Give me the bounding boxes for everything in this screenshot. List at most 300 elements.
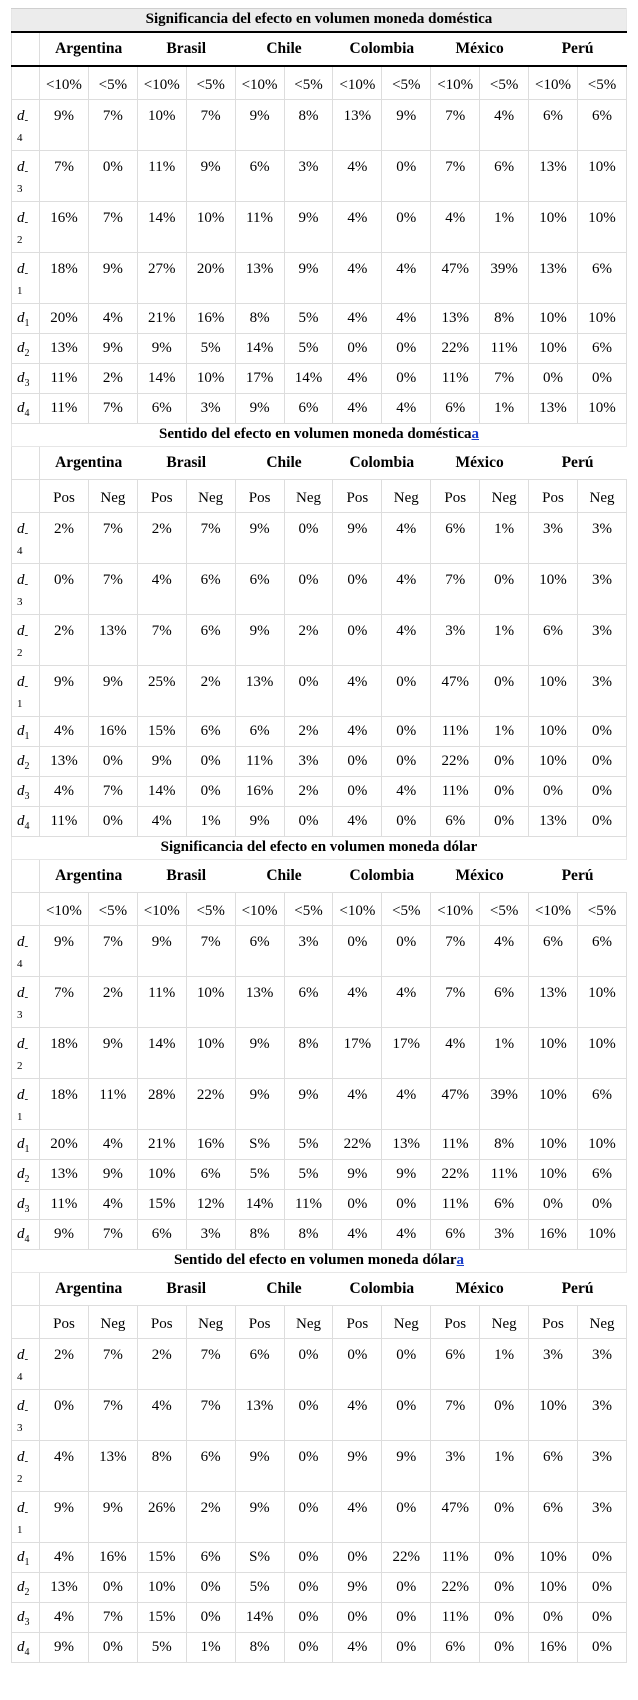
table-cell: 14% [137,777,186,807]
row-label-index: 2 [17,1473,23,1485]
table-cell: 10% [137,1160,186,1190]
table-cell: 4% [382,304,431,334]
row-label-var: d [17,623,25,639]
table-cell: 0% [284,666,333,717]
table-cell: 4% [333,151,382,202]
table-cell: 18% [40,253,89,304]
table-cell: 10% [186,364,235,394]
table-cell: 4% [333,1633,382,1663]
table-cell: 15% [137,1603,186,1633]
row-label-var: d [17,1579,25,1595]
country-header [137,860,235,893]
subheader-cell: Neg [480,1306,529,1339]
row-label-symbol [17,1608,39,1632]
table-cell: 17% [333,1028,382,1079]
table-cell: 3% [186,1220,235,1250]
table-cell: 1% [186,807,235,837]
row-label-minus: - [24,680,29,692]
table-cell: 7% [186,1339,235,1390]
table-cell: 47% [431,1079,480,1130]
table-cell: 0% [333,1339,382,1390]
table-cell: 16% [88,1543,137,1573]
subheader-cell: Neg [577,480,626,513]
table-cell: 9% [88,253,137,304]
subheader-cell: Pos [431,480,480,513]
row-label-var: d [17,1449,25,1465]
row-label-index: 4 [24,408,30,419]
table-cell: 18% [40,1028,89,1079]
table-cell: 16% [186,304,235,334]
country-name: Chile [266,40,302,57]
table-row [12,1573,627,1603]
table-cell: 0% [577,717,626,747]
table-cell: 8% [235,304,284,334]
table-cell: 0% [382,1492,431,1543]
row-label-var: d [17,1347,25,1363]
table-cell: 0% [333,615,382,666]
table-cell: 1% [186,1633,235,1663]
table-cell: 20% [40,1130,89,1160]
table-cell: 11% [431,1543,480,1573]
table-cell: 5% [235,1160,284,1190]
table-cell: 9% [137,926,186,977]
table-cell: 13% [235,666,284,717]
table-cell: 7% [88,926,137,977]
table-cell: 3% [577,1441,626,1492]
table-row [12,1543,627,1573]
table-cell: 6% [186,1543,235,1573]
table-cell: 2% [137,513,186,564]
table-cell: 3% [529,1339,578,1390]
table-cell: 0% [480,564,529,615]
subheader-cell: <10% [40,893,89,926]
row-label-var: d [17,340,25,356]
row-label-index: 2 [17,647,23,659]
row-label-var: d [17,753,25,769]
table-cell: 11% [40,394,89,424]
section-title-text: Significancia del efecto en volumen moneda dólar [160,839,478,855]
table-cell: 7% [88,100,137,151]
table-row [12,1441,627,1492]
table-cell: 9% [235,1079,284,1130]
table-cell: 4% [40,777,89,807]
table-cell: 4% [40,1603,89,1633]
row-label-symbol [17,1165,39,1189]
table-cell: 6% [186,564,235,615]
row-label-var: d [17,1036,25,1052]
table-cell: 0% [577,364,626,394]
country-name: Brasil [166,1280,207,1297]
table-cell: 9% [40,1633,89,1663]
table-cell: 7% [186,513,235,564]
table-cell: 10% [577,1130,626,1160]
table-cell: 14% [284,364,333,394]
table-row [12,1390,627,1441]
table-cell: 10% [577,151,626,202]
subheader-row [12,480,627,513]
table-cell: 7% [88,777,137,807]
table-cell: 16% [88,717,137,747]
row-label-symbol [17,107,39,129]
row-label-index: 3 [17,1009,23,1021]
table-cell: 0% [284,1390,333,1441]
table-cell: 8% [235,1633,284,1663]
section-title-text: Significancia del efecto en volumen moneda doméstica [145,11,493,27]
table-cell: 10% [529,1573,578,1603]
table-cell: 7% [137,615,186,666]
table-cell: 13% [529,151,578,202]
row-label [12,334,40,364]
table-cell: 4% [333,977,382,1028]
row-label-symbol [17,752,39,776]
row-label-symbol [17,369,39,393]
table-cell: 28% [137,1079,186,1130]
row-label [12,1633,40,1663]
table-cell: 0% [284,1603,333,1633]
subheader-cell: <5% [382,66,431,100]
table-cell: 10% [529,1028,578,1079]
row-label-var: d [17,723,25,739]
country-header [431,447,529,480]
row-label [12,100,40,151]
country-header-row [12,1273,627,1306]
table-cell: 0% [480,807,529,837]
subheader-cell: <10% [333,66,382,100]
country-name: Perú [561,40,594,57]
table-cell: 7% [186,926,235,977]
table-cell: 0% [186,747,235,777]
table-cell: 6% [480,1190,529,1220]
table-cell: 0% [186,1573,235,1603]
table-cell: 2% [40,1339,89,1390]
table-cell: 11% [431,717,480,747]
corner-cell [12,447,40,480]
table-cell: 6% [577,1160,626,1190]
table-cell: 6% [577,100,626,151]
row-label-var: d [17,1136,25,1152]
table-row [12,1603,627,1633]
section-title-text: Sentido del efecto en volumen moneda doméstica [159,426,472,442]
table-cell: 0% [382,1190,431,1220]
table-cell: 2% [88,977,137,1028]
table-cell: 15% [137,1190,186,1220]
table-cell: 0% [577,1603,626,1633]
table-cell: 7% [186,100,235,151]
table-cell: 0% [284,564,333,615]
row-label-var: d [17,572,25,588]
table-cell: 6% [577,926,626,977]
country-header [137,447,235,480]
row-label [12,1441,40,1492]
table-row [12,1220,627,1250]
table-cell: 6% [186,1441,235,1492]
row-label [12,1339,40,1390]
footnote-link[interactable]: a [456,1252,464,1268]
table-cell: 3% [284,747,333,777]
row-label-index: 4 [24,1647,30,1658]
table-cell: 8% [235,1220,284,1250]
table-cell: 6% [480,977,529,1028]
table-cell: 0% [529,1190,578,1220]
table-cell: 11% [431,1190,480,1220]
table-cell: 10% [137,100,186,151]
table-cell: 7% [88,513,137,564]
table-cell: 15% [137,1543,186,1573]
row-label-symbol [17,1397,39,1419]
table-cell: 0% [577,1633,626,1663]
table-cell: 0% [333,334,382,364]
country-header [529,32,627,66]
subheader-cell: Neg [577,1306,626,1339]
row-label [12,1220,40,1250]
table-cell: 7% [431,977,480,1028]
row-label-minus: - [24,629,29,641]
subheader-cell: Neg [88,480,137,513]
table-cell: 10% [137,1573,186,1603]
table-cell: 4% [137,807,186,837]
table-cell: 7% [431,564,480,615]
table-cell: 0% [284,1633,333,1663]
table-cell: 1% [480,615,529,666]
subheader-cell: <10% [529,66,578,100]
row-label-index: 1 [24,318,30,329]
country-header [529,447,627,480]
table-cell: 13% [333,100,382,151]
table-cell: 3% [577,513,626,564]
table-cell: 6% [137,394,186,424]
table-cell: 16% [186,1130,235,1160]
table-cell: 14% [235,1190,284,1220]
table-cell: S% [235,1130,284,1160]
corner-cell [12,32,40,66]
table-cell: 11% [480,1160,529,1190]
footnote-link[interactable]: a [471,426,479,442]
section-title [12,9,627,33]
row-label-minus: - [24,1455,29,1467]
row-label-symbol [17,782,39,806]
table-cell: 17% [235,364,284,394]
table-cell: 1% [480,513,529,564]
row-label-index: 4 [24,821,30,832]
table-cell: 9% [88,334,137,364]
table-row [12,1079,627,1130]
subheader-row [12,893,627,926]
subheader-cell: <10% [431,893,480,926]
table-cell: 47% [431,1492,480,1543]
table-cell: 9% [333,1573,382,1603]
table-cell: 10% [529,747,578,777]
country-name: Brasil [166,454,207,471]
table-cell: 11% [431,777,480,807]
table-cell: 13% [40,1573,89,1603]
table-cell: 2% [137,1339,186,1390]
table-row [12,1492,627,1543]
country-name: Colombia [349,867,415,884]
table-cell: 10% [529,666,578,717]
table-cell: 7% [431,926,480,977]
country-name: Perú [561,454,594,471]
table-cell: 2% [284,717,333,747]
country-name: Chile [266,454,302,471]
country-header [40,32,138,66]
table-cell: 8% [284,100,333,151]
table-cell: 0% [284,807,333,837]
country-header [235,447,333,480]
row-label-var: d [17,159,25,175]
table-row [12,513,627,564]
table-cell: 3% [431,615,480,666]
table-cell: 0% [577,1543,626,1573]
table-cell: 6% [431,1633,480,1663]
table-cell: 3% [186,394,235,424]
table-cell: 9% [40,100,89,151]
row-label-var: d [17,1500,25,1516]
table-cell: 7% [431,1390,480,1441]
row-label [12,1160,40,1190]
subheader-cell: <5% [480,893,529,926]
table-cell: 4% [382,777,431,807]
table-cell: 0% [88,747,137,777]
subheader-cell: <5% [480,66,529,100]
table-cell: 10% [529,1160,578,1190]
table-cell: 9% [40,666,89,717]
table-row [12,747,627,777]
row-label-minus: - [24,1042,29,1054]
row-label-index: 2 [17,1060,23,1072]
row-label-symbol [17,1195,39,1219]
row-label [12,253,40,304]
table-cell: 4% [333,1079,382,1130]
table-cell: 13% [88,615,137,666]
table-cell: 5% [235,1573,284,1603]
subheader-cell: <5% [382,893,431,926]
row-label-minus: - [24,991,29,1003]
table-cell: 9% [235,1441,284,1492]
table-cell: 3% [577,1390,626,1441]
row-label-symbol [17,571,39,593]
table-cell: 0% [88,1633,137,1663]
country-header [235,32,333,66]
subheader-cell: <10% [333,893,382,926]
table-row [12,926,627,977]
table-cell: 5% [284,1130,333,1160]
table-cell: 11% [137,151,186,202]
table-cell: 6% [431,394,480,424]
section-title-row [12,9,627,33]
row-label-index: 2 [24,1174,30,1185]
table-cell: 3% [577,615,626,666]
table-cell: 6% [235,151,284,202]
table-cell: 0% [382,151,431,202]
table-cell: 9% [186,151,235,202]
table-cell: 6% [577,1079,626,1130]
subheader-cell: Neg [88,1306,137,1339]
row-label [12,202,40,253]
table-cell: 6% [186,1160,235,1190]
table-cell: 0% [577,777,626,807]
table-cell: 16% [40,202,89,253]
country-header [333,860,431,893]
subheader-cell: Neg [186,1306,235,1339]
row-label-var: d [17,783,25,799]
table-cell: 9% [382,1441,431,1492]
row-label [12,717,40,747]
table-cell: 11% [40,364,89,394]
table-cell: 22% [431,1573,480,1603]
row-label-var: d [17,934,25,950]
row-label-index: 1 [17,698,23,710]
table-cell: 0% [382,334,431,364]
table-row [12,100,627,151]
table-cell: 9% [382,100,431,151]
subheader-cell: <5% [88,893,137,926]
table-cell: 1% [480,1339,529,1390]
table-cell: 6% [529,615,578,666]
table-cell: 9% [235,1028,284,1079]
corner-cell [12,480,40,513]
table-cell: 47% [431,666,480,717]
table-cell: 20% [186,253,235,304]
table-cell: 4% [333,364,382,394]
country-header-row [12,447,627,480]
row-label-index: 3 [24,378,30,389]
row-label-minus: - [24,216,29,228]
section-title [12,1250,627,1273]
table-cell: 13% [382,1130,431,1160]
table-cell: 4% [382,564,431,615]
table-cell: 0% [284,1339,333,1390]
subheader-cell: <5% [284,893,333,926]
row-label-symbol [17,812,39,836]
table-cell: 16% [529,1633,578,1663]
table-cell: 0% [333,1543,382,1573]
table-cell: 2% [40,513,89,564]
row-label [12,807,40,837]
table-cell: 2% [40,615,89,666]
country-header [40,1273,138,1306]
subheader-cell: Neg [382,480,431,513]
row-label-symbol [17,1548,39,1572]
table-cell: 6% [431,1220,480,1250]
country-name: México [455,1280,504,1297]
row-label-var: d [17,210,25,226]
table-cell: 39% [480,1079,529,1130]
table-cell: 0% [382,1603,431,1633]
table-cell: 4% [333,1492,382,1543]
table-cell: 5% [284,1160,333,1190]
table-cell: 9% [40,1492,89,1543]
row-label-minus: - [24,1353,29,1365]
subheader-cell: <5% [186,893,235,926]
row-label-minus: - [24,1404,29,1416]
table-cell: 3% [577,666,626,717]
table-cell: 9% [88,1028,137,1079]
corner-cell [12,893,40,926]
row-label-symbol [17,520,39,542]
table-cell: 21% [137,304,186,334]
row-label [12,1390,40,1441]
table-cell: 47% [431,253,480,304]
row-label-minus: - [24,1093,29,1105]
row-label-index: 1 [17,1524,23,1536]
row-label-minus: - [24,578,29,590]
table-cell: 6% [284,977,333,1028]
table-cell: 0% [88,151,137,202]
table-cell: 0% [284,1573,333,1603]
table-cell: 7% [88,202,137,253]
row-label-index: 3 [24,1617,30,1628]
row-label-index: 3 [24,1204,30,1215]
